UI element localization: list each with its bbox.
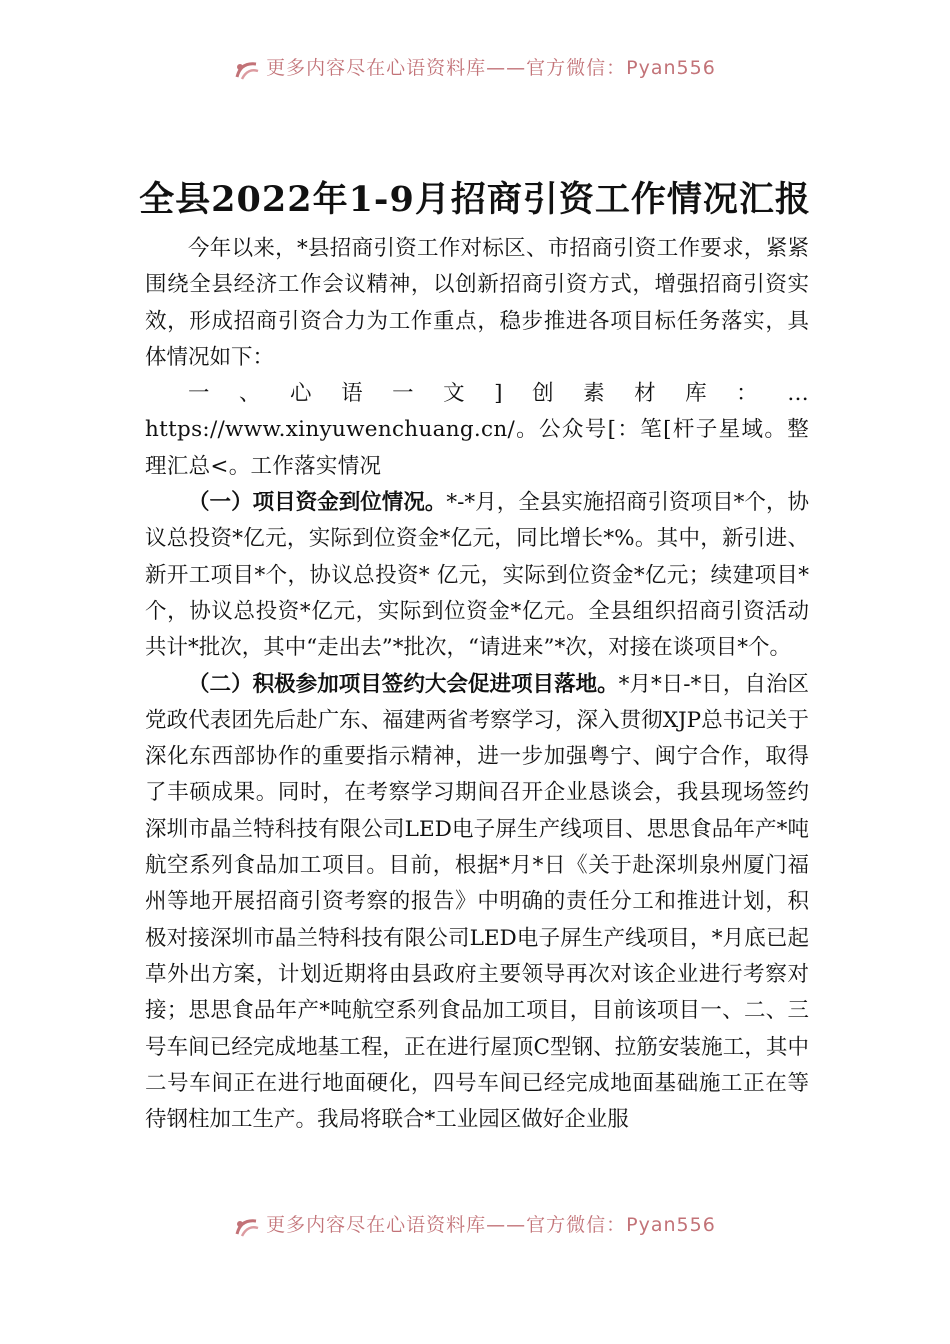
watermark-text: 更多内容尽在心语资料库——官方微信：Pyan556 <box>266 1213 716 1236</box>
watermark-text: 更多内容尽在心语资料库——官方微信：Pyan556 <box>266 56 716 79</box>
watermark-logo-icon <box>234 1216 260 1238</box>
watermark-top <box>0 53 950 87</box>
paragraph-funds <box>145 485 809 666</box>
watermark-bottom <box>0 1210 950 1244</box>
paragraph-signing <box>145 667 809 1139</box>
paragraph-funds-text: *-*月，全县实施招商引资项目*个，协议总投资*亿元，实际到位资金*亿元，同比增长*%。其中，新引进、新开工项目*个，协议总投资* 亿元，实际到位资金*亿元；续建项目*个，协议总投资*亿元，实际到位资金*亿元。全县组织招商引资活动共计*批次，其中“走出去”*批次，“请进来”*次，对接在谈项目*个。 <box>145 490 809 661</box>
watermark-logo-icon <box>234 59 260 81</box>
section-heading-line: 一、心语一文]创素材库：…https://www.xinyuwenchuang.cn/。公众号[：笔[杆子星域。整理汇总<。工作落实情况 <box>145 381 809 479</box>
paragraph-funds-heading: （一）项目资金到位情况。 <box>188 490 447 516</box>
document-body <box>145 231 809 1138</box>
paragraph-signing-text: *月*日-*日，自治区党政代表团先后赴广东、福建两省考察学习，深入贯彻XJP总书记关于深化东西部协作的重要指示精神，进一步加强粤宁、闽宁合作，取得了丰硕成果。同时，在考察学习期间召开企业恳谈会，我县现场签约深圳市晶兰特科技有限公司LED电子屏生产线项目、思思食品年产*吨航空系列食品加工项目。目前，根据*月*日《关于赴深圳泉州厦门福州等地开展招商引资考察的报告》中明确的责任分工和推进计划，积极对接深圳市晶兰特科技有限公司LED电子屏生产线项目，*月底已起草外出方案，计划近期将由县政府主要领导再次对该企业进行考察对接；思思食品年产*吨航空系列食品加工项目，目前该项目一、二、三号车间已经完成地基工程，正在进行屋顶C型钢、拉筋安装施工，其中二号车间正在进行地面硬化，四号车间已经完成地面基础施工正在等待钢柱加工生产。我局将联合*工业园区做好企业服 <box>145 671 809 1133</box>
intro-paragraph: 今年以来，*县招商引资工作对标区、市招商引资工作要求，紧紧围绕全县经济工作会议精神，以创新招商引资方式，增强招商引资实效，形成招商引资合力为工作重点，稳步推进各项目标任务落实，具体情况如下： <box>145 236 809 370</box>
document-title: 全县2022年1-9月招商引资工作情况汇报 <box>139 179 811 220</box>
paragraph-signing-heading: （二）积极参加项目签约大会促进项目落地。 <box>188 671 619 697</box>
